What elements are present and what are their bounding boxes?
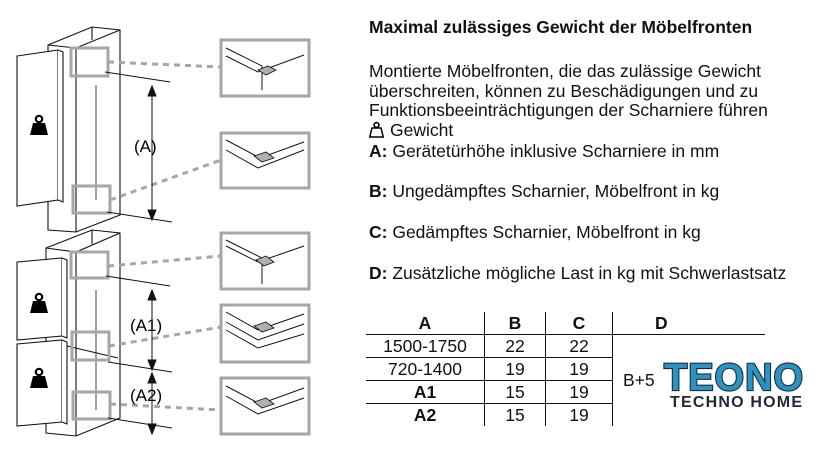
hinge-diagram xyxy=(0,0,360,457)
legend-b xyxy=(369,181,719,202)
logo-subtext: TECHNO HOME xyxy=(670,394,804,411)
legend-c-text: Gedämpftes Scharnier, Möbelfront in kg xyxy=(387,222,701,242)
legend-b-key: B: xyxy=(369,181,388,201)
table-cell: A1 xyxy=(366,381,485,404)
table-cell: 19 xyxy=(546,404,613,427)
table-header-c: C xyxy=(546,312,613,335)
legend-weight-text: Gewicht xyxy=(390,120,454,140)
table-header-b: B xyxy=(485,312,546,335)
intro-text: Montierte Möbelfronten, die das zulässige Gewicht überschreiten, können zu Beschädigungen und zu Funktionsbeeinträchtigungen der Scharniere führen xyxy=(369,61,768,120)
zoom-detail-2 xyxy=(221,133,309,188)
table-cell: A2 xyxy=(413,404,437,425)
logo-wordmark xyxy=(660,356,834,396)
table-cell-d-value: B+5 xyxy=(613,335,766,427)
table-cell: 19 xyxy=(546,358,613,381)
legend-weight xyxy=(369,120,453,141)
zoom-detail-3 xyxy=(221,233,309,289)
dimension-a-label: (A) xyxy=(134,137,157,156)
zoom-detail-5 xyxy=(221,378,309,434)
table-header-d: D xyxy=(613,312,766,335)
table-cell: 22 xyxy=(485,335,546,358)
legend-a-key: A: xyxy=(369,141,388,161)
table-cell: 15 xyxy=(485,381,546,404)
zoom-detail-1 xyxy=(221,40,309,96)
table-cell: 22 xyxy=(546,335,613,358)
legend-c xyxy=(369,222,701,243)
logo-main-text: TEONO xyxy=(664,357,805,396)
weight-icon xyxy=(369,121,384,138)
legend-b-text: Ungedämpftes Scharnier, Möbelfront in kg xyxy=(387,181,720,201)
legend-c-key: C: xyxy=(369,222,388,242)
table-cell: 15 xyxy=(485,404,546,427)
page-title: Maximal zulässiges Gewicht der Möbelfronten xyxy=(369,17,753,37)
brand-logo xyxy=(660,356,834,412)
legend-a xyxy=(369,141,719,162)
table-cell: 1500-1750 xyxy=(366,335,485,358)
legend-a-text: Gerätetürhöhe inklusive Scharniere in mm xyxy=(387,141,720,161)
dimension-a2-label: (A2) xyxy=(130,386,163,405)
table-header-a: A xyxy=(366,312,485,335)
table-cell: 19 xyxy=(546,381,613,404)
table-header-row xyxy=(366,312,765,335)
legend-d-text: Zusätzliche mögliche Last in kg mit Schwerlastsatz xyxy=(387,263,787,283)
legend-d xyxy=(369,263,786,284)
legend-d-key: D: xyxy=(369,263,388,283)
zoom-detail-4 xyxy=(221,305,309,362)
table-cell: 720-1400 xyxy=(366,358,485,381)
dimension-a1-label: (A1) xyxy=(130,316,163,335)
table-cell: 19 xyxy=(485,358,546,381)
table-row xyxy=(366,335,765,358)
